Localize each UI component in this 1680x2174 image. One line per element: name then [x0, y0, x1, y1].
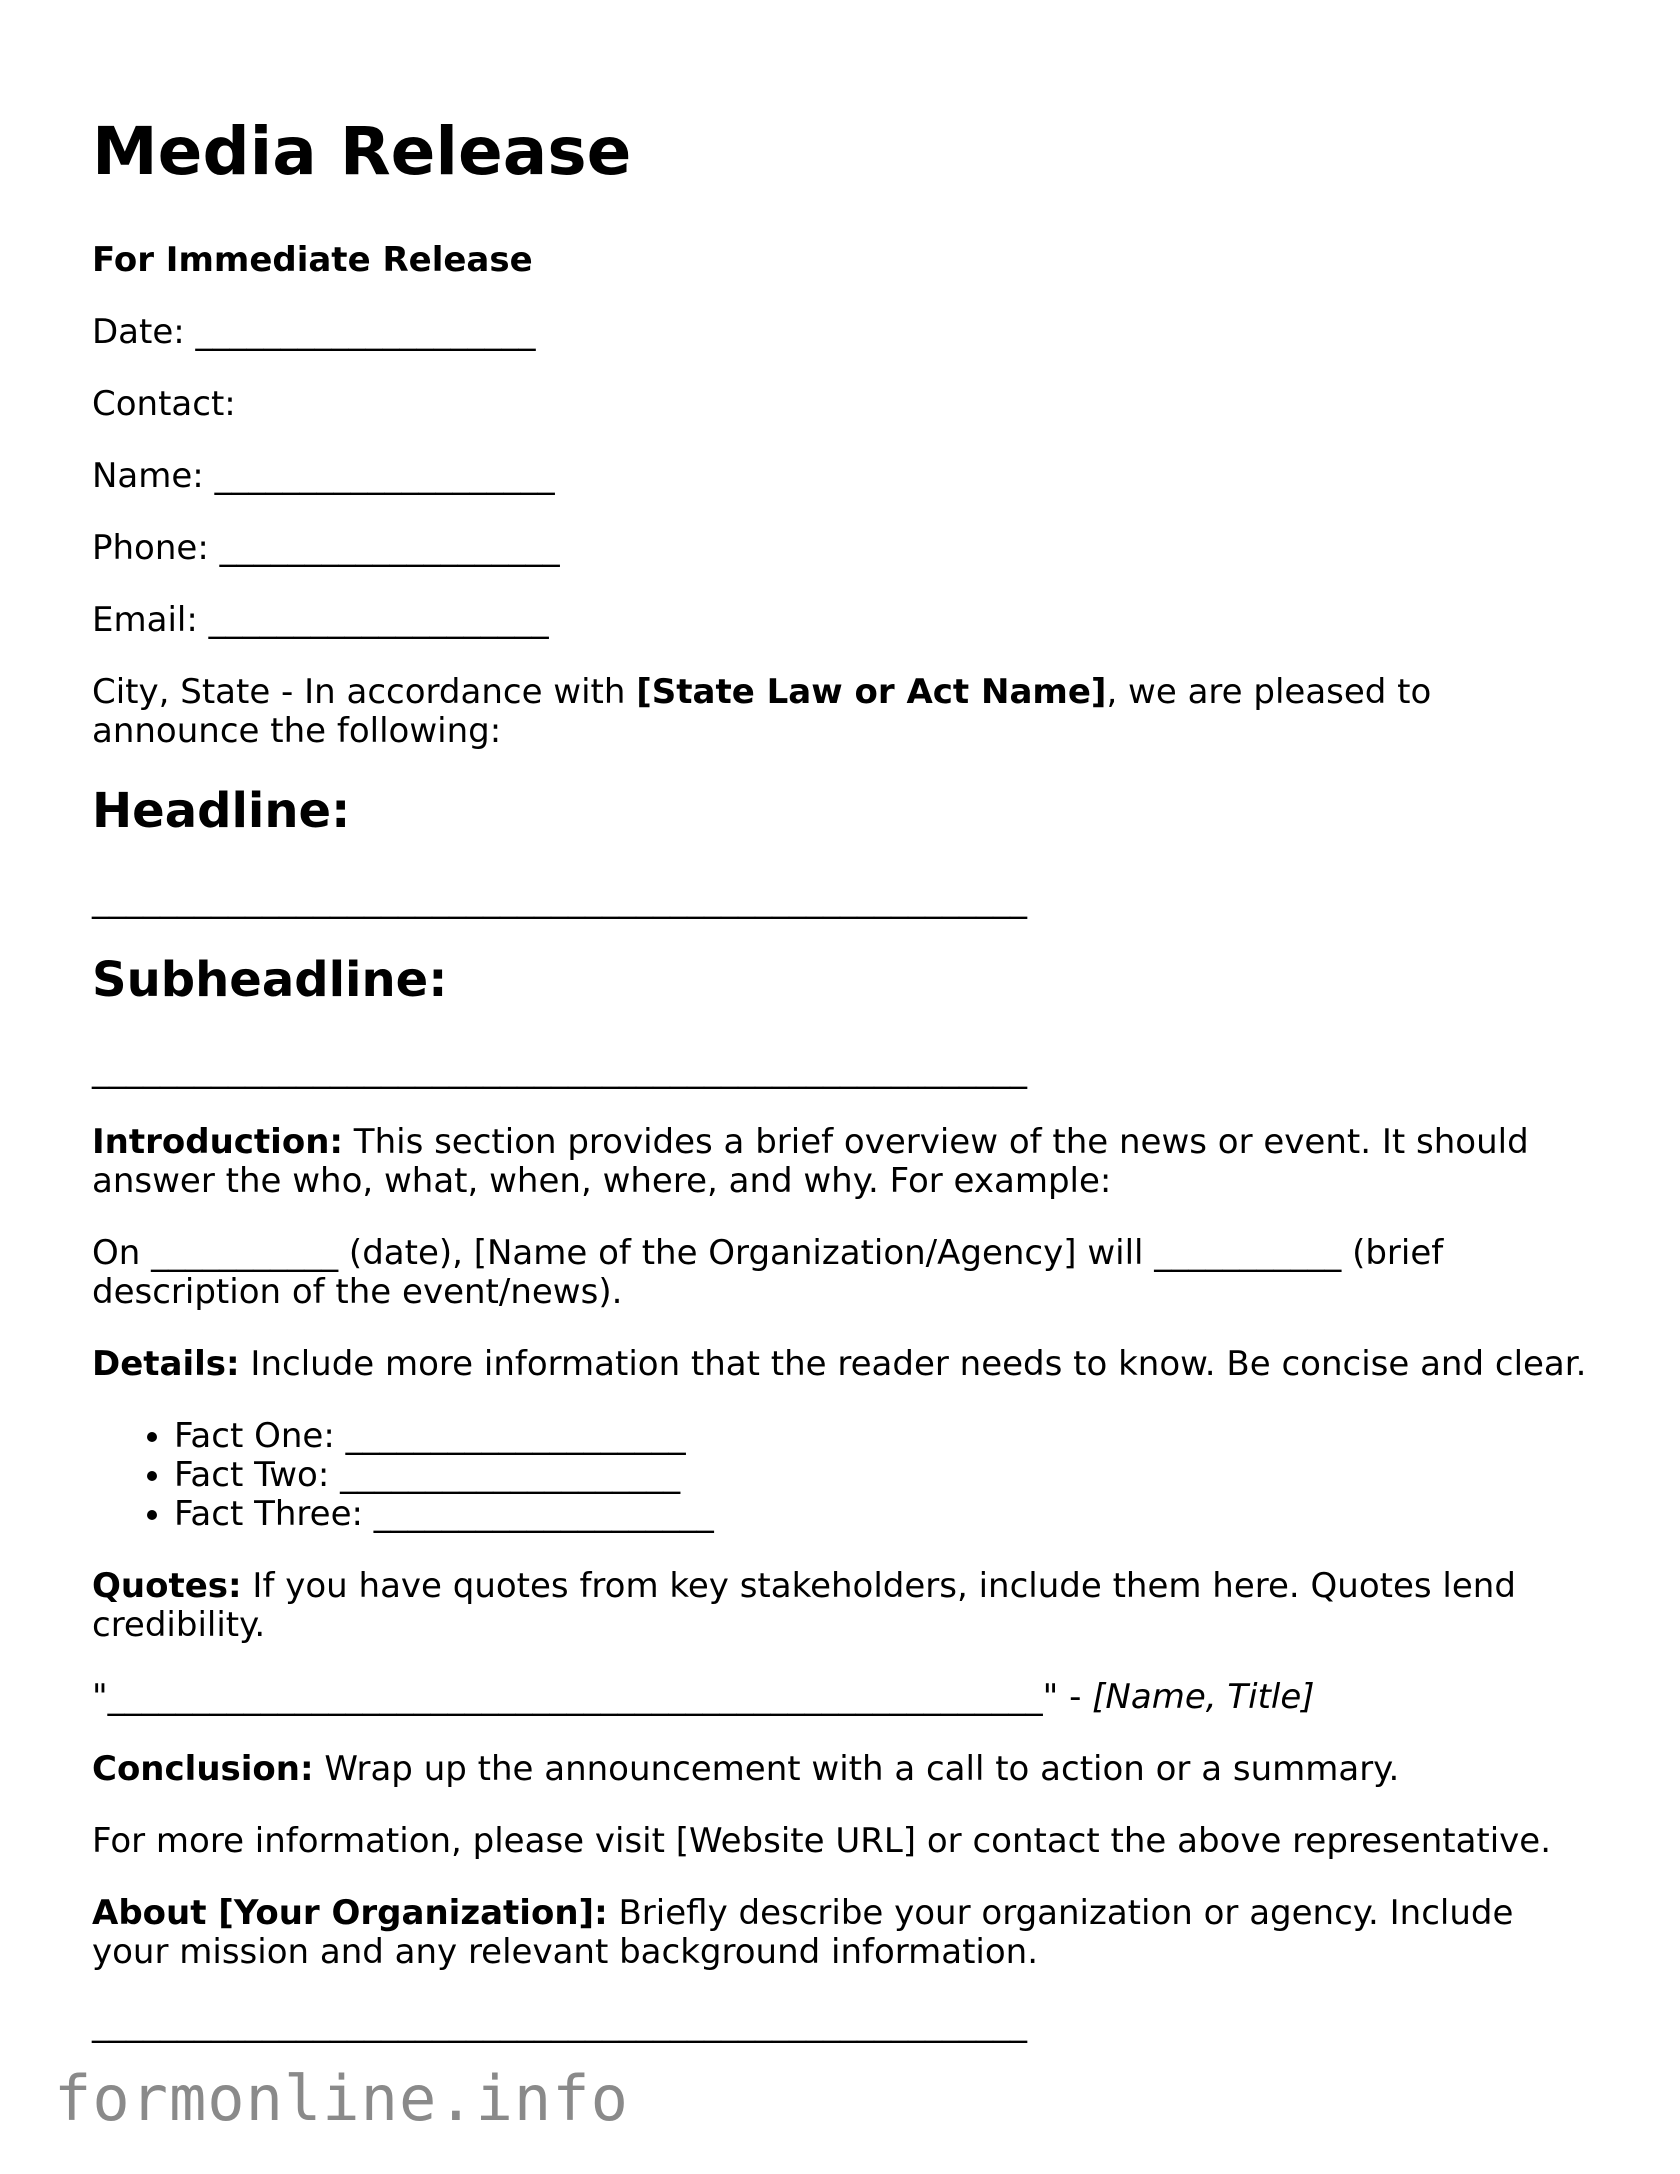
- about-label: About [Your Organization]:: [92, 1892, 608, 1933]
- email-field: Email: ____________________: [92, 600, 549, 641]
- conclusion-text: Wrap up the announcement with a call to action or a summary.: [313, 1748, 1400, 1789]
- contact-label: Contact:: [92, 384, 236, 425]
- subheadline-blank-line: _______________________________________________________: [92, 1049, 1027, 1090]
- fact-item: • Fact Three: ____________________: [174, 1495, 1592, 1534]
- site-watermark: formonline.info: [54, 2062, 629, 2135]
- quotes-label: Quotes:: [92, 1565, 242, 1606]
- about-paragraph: [92, 1894, 1592, 1972]
- headline-heading: Headline:: [92, 783, 351, 840]
- fact-item: • Fact Two: ____________________: [174, 1456, 1592, 1495]
- release-label: For Immediate Release: [92, 240, 533, 281]
- introduction-label: Introduction:: [92, 1121, 343, 1162]
- facts-list: [92, 1417, 1592, 1534]
- quote-blank: "_______________________________________________________" -: [92, 1676, 1093, 1717]
- details-text: Include more information that the reader needs to know. Be concise and clear.: [239, 1343, 1587, 1384]
- intro-line-prefix: City, State - In accordance with: [92, 672, 637, 713]
- media-release-document: [92, 112, 1592, 2077]
- introduction-text: This section provides a brief overview of the news or event. It should answer the who, what, when, where, and why. For example:: [92, 1121, 1529, 1201]
- closing-blank-line: _______________________________________________________: [92, 2003, 1027, 2044]
- quote-attribution: [Name, Title]: [1092, 1676, 1315, 1717]
- intro-line: [92, 673, 1592, 751]
- headline-blank-line: _______________________________________________________: [92, 880, 1027, 921]
- quotes-paragraph: [92, 1567, 1592, 1645]
- quotes-text: If you have quotes from key stakeholders, include them here. Quotes lend credibility.: [92, 1565, 1516, 1645]
- phone-field: Phone: ____________________: [92, 528, 560, 569]
- name-field: Name: ____________________: [92, 456, 555, 497]
- conclusion-label: Conclusion:: [92, 1748, 314, 1789]
- quote-line: [92, 1678, 1592, 1717]
- document-title: Media Release: [92, 113, 632, 190]
- subheadline-heading: Subheadline:: [92, 952, 448, 1009]
- fact-item: • Fact One: ____________________: [174, 1417, 1592, 1456]
- conclusion-paragraph: [92, 1750, 1592, 1789]
- example-paragraph: On ___________ (date), [Name of the Organization/Agency] will ___________ (brief description of the event/news).: [92, 1232, 1444, 1312]
- introduction-paragraph: [92, 1123, 1592, 1201]
- date-field: Date: ____________________: [92, 312, 536, 353]
- intro-line-suffix: , we are pleased to announce the following:: [92, 672, 1432, 752]
- details-label: Details:: [92, 1343, 240, 1384]
- details-paragraph: [92, 1345, 1592, 1384]
- about-text: Briefly describe your organization or agency. Include your mission and any relevant background information.: [92, 1892, 1514, 1972]
- state-law-placeholder: [State Law or Act Name]: [636, 672, 1107, 713]
- more-info-paragraph: For more information, please visit [Website URL] or contact the above representative.: [92, 1820, 1552, 1861]
